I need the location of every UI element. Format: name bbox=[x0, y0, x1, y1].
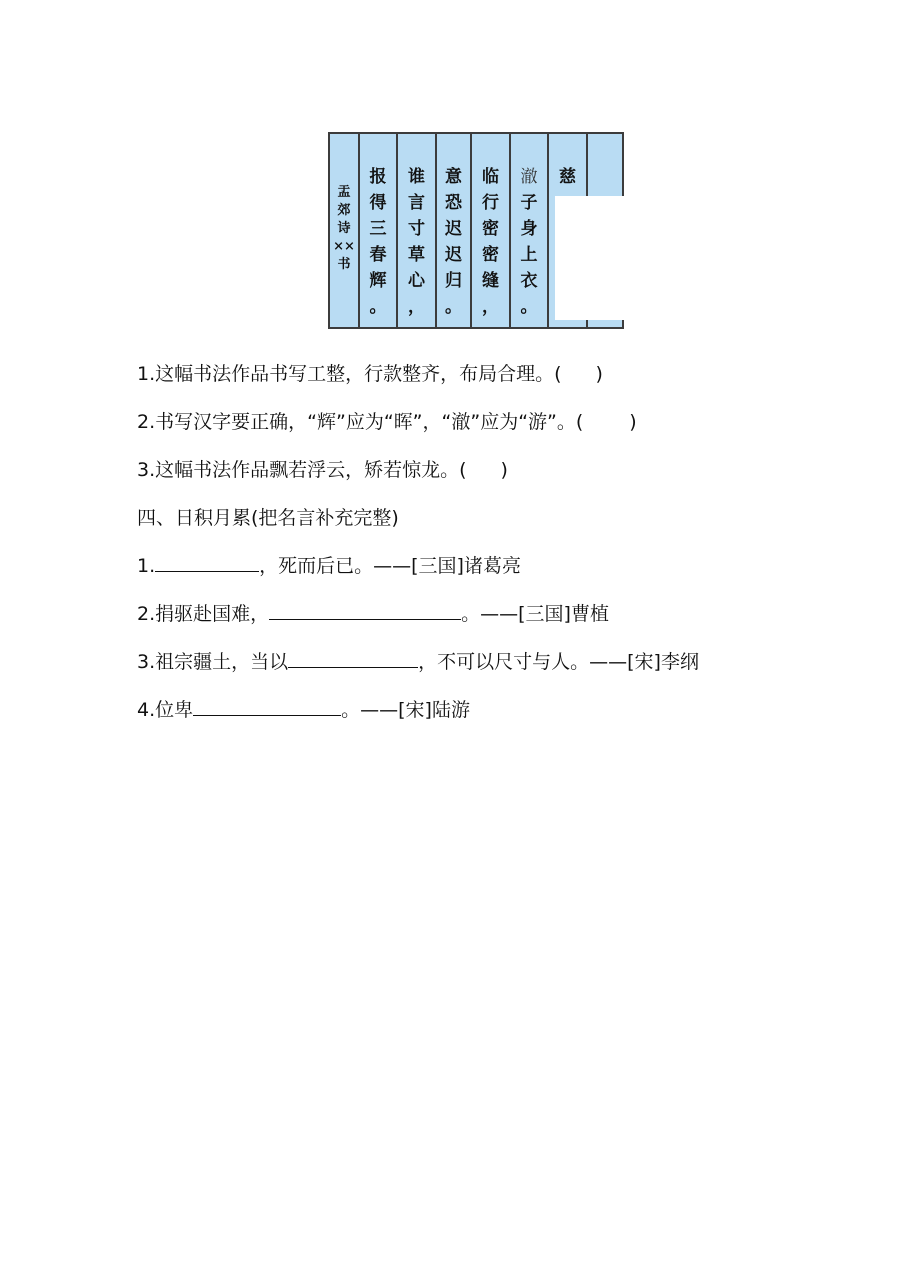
scroll-char: ， bbox=[408, 297, 425, 317]
quote-before: 3.祖宗疆土，当以 bbox=[137, 651, 289, 673]
scroll-char: 盂 bbox=[337, 185, 351, 200]
scroll-column-signature bbox=[330, 134, 360, 327]
judge-item-close: ) bbox=[595, 363, 603, 385]
fill-blank[interactable] bbox=[269, 601, 461, 620]
judge-item-2 bbox=[137, 410, 637, 434]
judge-item-close: ) bbox=[629, 411, 637, 433]
judge-item-text: 3.这幅书法作品飘若浮云，矫若惊龙。( bbox=[137, 459, 467, 481]
scroll-column bbox=[472, 134, 511, 327]
judge-item-text: 2.书写汉字要正确，“辉”应为“晖”，“澈”应为“游”。( bbox=[137, 411, 584, 433]
scroll-char: 临 bbox=[482, 167, 499, 187]
quote-after: ，不可以尺寸与人。——[宋]李纲 bbox=[418, 651, 699, 673]
scroll-char: ， bbox=[482, 297, 499, 317]
scroll-char: 密 bbox=[482, 245, 499, 265]
scroll-char: 行 bbox=[482, 193, 499, 213]
scroll-char: 密 bbox=[482, 219, 499, 239]
scroll-char: 心 bbox=[408, 271, 425, 291]
scroll-char: 身 bbox=[520, 219, 538, 239]
judge-item-3 bbox=[137, 458, 508, 482]
section-heading: 四、日积月累(把名言补充完整) bbox=[137, 507, 399, 529]
judge-item-1 bbox=[137, 362, 603, 386]
scroll-column bbox=[511, 134, 549, 327]
scroll-char: 迟 bbox=[445, 219, 462, 239]
scroll-char: 草 bbox=[408, 245, 425, 265]
scroll-char: 得 bbox=[369, 193, 387, 213]
scroll-char: 。 bbox=[520, 297, 538, 317]
judge-item-text: 1.这幅书法作品书写工整，行款整齐，布局合理。( bbox=[137, 363, 562, 385]
scroll-char: 缝 bbox=[482, 271, 499, 291]
scroll-char: 慈 bbox=[559, 167, 576, 187]
scroll-char: 上 bbox=[520, 245, 538, 265]
fill-blank[interactable] bbox=[155, 553, 259, 572]
scroll-char: 辉 bbox=[369, 271, 387, 291]
quote-after: 。——[三国]曹植 bbox=[461, 603, 609, 625]
scroll-column bbox=[398, 134, 437, 327]
scroll-char: ×× bbox=[333, 239, 355, 254]
scroll-char: 。 bbox=[369, 297, 387, 317]
scroll-column bbox=[437, 134, 472, 327]
scroll-column bbox=[360, 134, 398, 327]
scroll-char: 意 bbox=[445, 167, 462, 187]
scroll-char: 澈 bbox=[520, 167, 538, 187]
quote-before: 4.位卑 bbox=[137, 699, 194, 721]
quote-before: 1. bbox=[137, 555, 156, 577]
fill-blank[interactable] bbox=[193, 697, 341, 716]
scroll-char: 三 bbox=[369, 219, 387, 239]
quote-after: 。——[宋]陆游 bbox=[341, 699, 470, 721]
scroll-char: 诗 bbox=[337, 221, 351, 236]
scroll-char: 衣 bbox=[520, 271, 538, 291]
quote-item-2 bbox=[137, 601, 609, 626]
scroll-char: 书 bbox=[337, 257, 351, 272]
quote-item-1 bbox=[137, 553, 521, 578]
scroll-char: 报 bbox=[369, 167, 387, 187]
scroll-char: 。 bbox=[445, 297, 462, 317]
quote-before: 2.捐驱赴国难， bbox=[137, 603, 270, 625]
scroll-char: 寸 bbox=[408, 219, 425, 239]
scroll-char: 春 bbox=[369, 245, 387, 265]
scroll-char: 谁 bbox=[408, 167, 425, 187]
scroll-char: 子 bbox=[520, 193, 538, 213]
judge-item-close: ) bbox=[500, 459, 508, 481]
quote-item-3 bbox=[137, 649, 699, 674]
white-cover-block bbox=[555, 196, 625, 320]
scroll-char: 郊 bbox=[337, 203, 351, 218]
scroll-char: 迟 bbox=[445, 245, 462, 265]
scroll-char: 归 bbox=[445, 271, 462, 291]
fill-blank[interactable] bbox=[288, 649, 418, 668]
quote-item-4 bbox=[137, 697, 470, 722]
scroll-char: 恐 bbox=[445, 193, 462, 213]
scroll-char: 言 bbox=[408, 193, 425, 213]
quote-after: ，死而后已。——[三国]诸葛亮 bbox=[259, 555, 521, 577]
